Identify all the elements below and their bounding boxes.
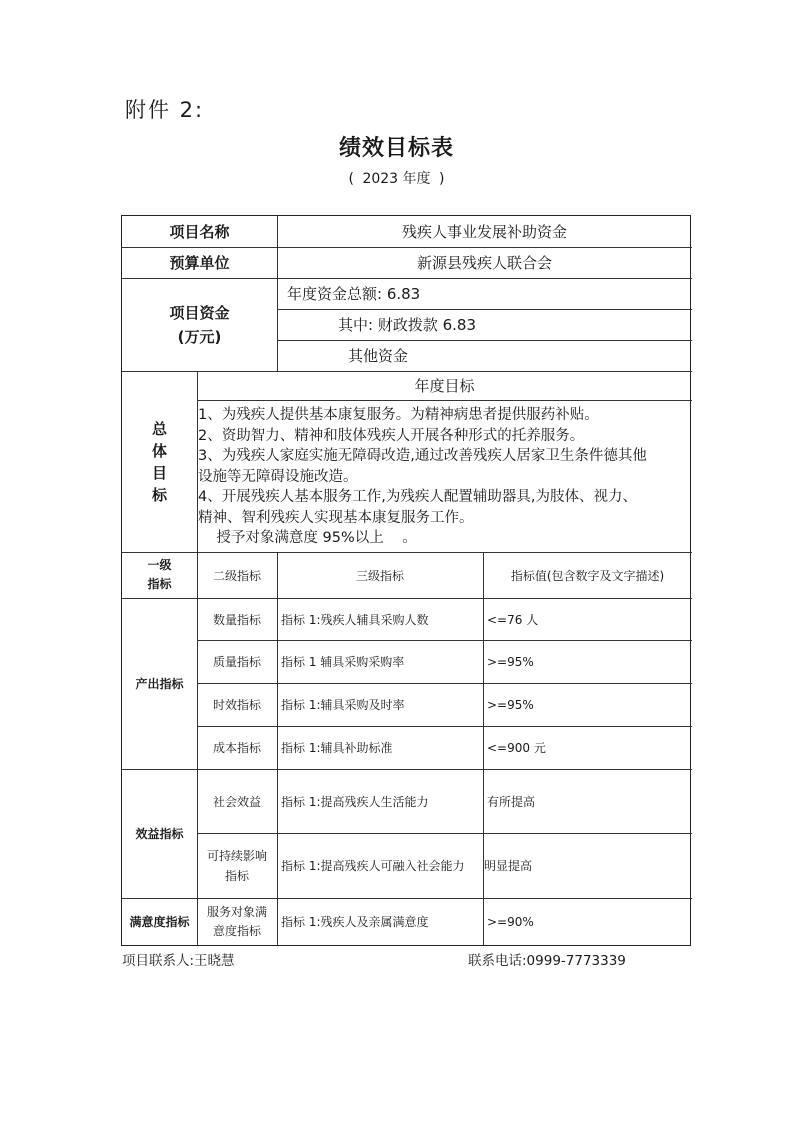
rule	[197, 400, 692, 401]
project-name-label: 项目名称	[169, 223, 230, 241]
level3-satisfaction: 指标 1:残疾人及亲属满意度	[281, 915, 429, 929]
level1-header-line2: 指标	[147, 577, 172, 591]
project-funds-label-line2: (万元)	[177, 327, 222, 346]
budget-unit-value: 新源县残疾人联合会	[416, 254, 552, 272]
level3-quantity: 指标 1:残疾人辅具采购人数	[281, 612, 429, 627]
level2-sustainable	[197, 833, 277, 898]
satisfaction-indicator-label: 满意度指标	[129, 915, 190, 929]
project-name-value: 残疾人事业发展补助资金	[401, 223, 567, 241]
level1-header-line1: 一级	[147, 558, 172, 572]
year-subtitle	[0, 168, 793, 188]
overall-goal-char: 标	[151, 485, 167, 504]
goal-line: 设施等无障碍设施改造。	[198, 468, 358, 485]
level3-social: 指标 1:提高残疾人生活能力	[281, 794, 429, 809]
level3-timeliness: 指标 1:辅具采购及时率	[281, 698, 405, 712]
level2-sustainable-line1: 可持续影响	[206, 848, 267, 863]
goal-line: 4、开展残疾人基本服务工作,为残疾人配置辅助器具,为肢体、视力、	[198, 489, 637, 505]
value-sustainable: 明显提高	[484, 859, 533, 873]
annual-goal-header: 年度目标	[414, 377, 475, 395]
overall-goal-char: 总	[151, 419, 167, 438]
funds-total: 年度资金总额: 6.83	[287, 285, 421, 303]
value-social: 有所提高	[487, 794, 536, 809]
goal-line: 3、为残疾人家庭实施无障碍改造,通过改善残疾人居家卫生条件德其他	[198, 448, 647, 464]
value-satisfaction: >=90%	[487, 914, 534, 929]
value-quality: >=95%	[487, 654, 534, 669]
level1-header	[122, 552, 197, 598]
level2-quality: 质量指标	[212, 655, 261, 669]
performance-goal-table	[121, 215, 691, 946]
overall-goal-label	[122, 371, 197, 552]
output-indicator-label: 产出指标	[135, 677, 184, 691]
level2-cost: 成本指标	[212, 741, 261, 755]
project-funds-label	[122, 278, 277, 371]
goal-line: 精神、智利残疾人实现基本康复服务工作。	[198, 509, 474, 526]
goal-line: 授予对象满意度 95%以上 。	[198, 530, 417, 546]
project-funds-label-line1: 项目资金	[169, 303, 230, 322]
level2-quantity: 数量指标	[212, 612, 261, 627]
year-paren-open: (	[348, 171, 354, 187]
page-title: 绩效目标表	[338, 136, 454, 161]
contact-person: 项目联系人:王晓慧	[122, 953, 235, 969]
goal-line: 1、为残疾人提供基本康复服务。为精神病患者提供服药补贴。	[198, 407, 599, 423]
overall-goal-char: 目	[151, 463, 167, 482]
indicator-value-header: 指标值(包含数字及文字描述)	[510, 568, 665, 583]
level3-cost: 指标 1:辅具补助标准	[281, 741, 393, 755]
level2-header: 二级指标	[212, 568, 261, 583]
goal-line: 2、资助智力、精神和肢体残疾人开展各种形式的托养服务。	[198, 427, 585, 444]
annual-goal-text	[198, 405, 688, 549]
value-timeliness: >=95%	[487, 697, 534, 712]
funds-other: 其他资金	[348, 347, 409, 365]
value-cost: <=900 元	[487, 741, 546, 755]
benefit-indicator-label: 效益指标	[135, 827, 184, 841]
value-quantity: <=76 人	[487, 612, 539, 627]
funds-fiscal: 其中: 财政拨款 6.83	[338, 316, 476, 334]
level2-satisfaction-line1: 服务对象满	[206, 904, 267, 919]
attachment-label: 附件 2:	[125, 98, 205, 122]
level3-sustainable: 指标 1:提高残疾人可融入社会能力	[281, 859, 465, 873]
level2-timeliness: 时效指标	[212, 698, 261, 712]
level3-quality: 指标 1 辅具采购采购率	[281, 655, 405, 669]
level3-header: 三级指标	[355, 568, 404, 583]
level2-sustainable-line2: 指标	[224, 868, 249, 883]
budget-unit-label: 预算单位	[169, 254, 230, 272]
year-paren-close: )	[439, 171, 445, 187]
year-text: 2023 年度	[362, 171, 431, 187]
level2-satisfaction	[197, 898, 277, 945]
contact-phone: 联系电话:0999-7773339	[468, 953, 626, 969]
level2-social: 社会效益	[212, 794, 261, 809]
overall-goal-char: 体	[151, 441, 167, 460]
level2-satisfaction-line2: 意度指标	[212, 923, 261, 938]
